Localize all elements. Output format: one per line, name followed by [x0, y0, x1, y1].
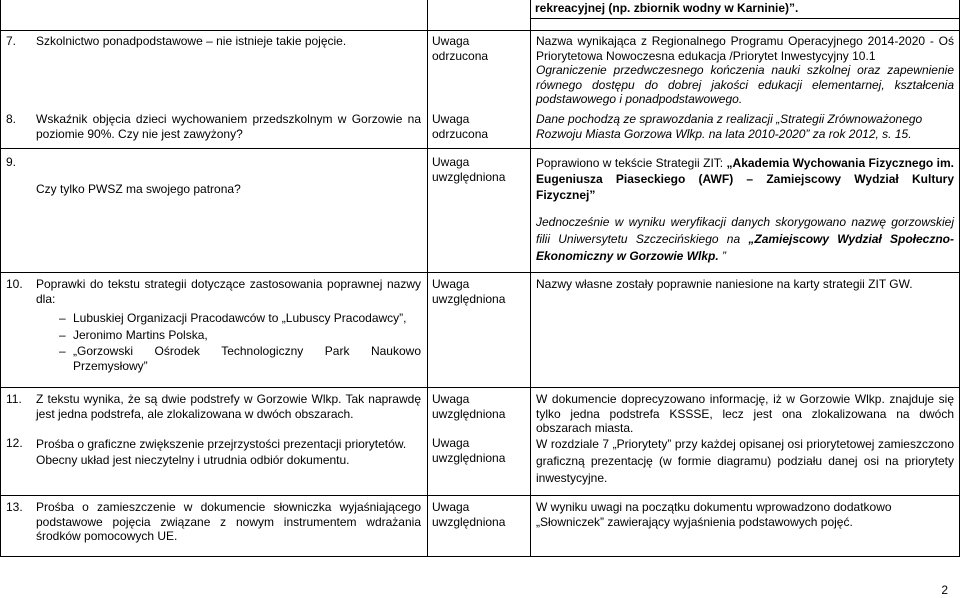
- row-number: 9.: [6, 155, 17, 169]
- row-number: 12.: [6, 436, 23, 450]
- issue-text: Czy tylko PWSZ ma swojego patrona?: [36, 182, 241, 196]
- table-border: [530, 18, 960, 19]
- status-label: Uwaga uwzględniona: [432, 436, 506, 465]
- response-text: W wyniku uwagi na początku dokumentu wprowadzono dodatkowo „Słowniczek” zawierający wyjaśnienia podstawowych pojęć.: [536, 500, 892, 529]
- table-border: [0, 0, 1, 557]
- response-text: Nazwy własne zostały poprawnie naniesione na karty strategii ZIT GW.: [536, 277, 913, 291]
- page-number: 2: [941, 583, 948, 597]
- name-list: [36, 311, 421, 373]
- status-label: Uwaga odrzucona: [432, 112, 489, 141]
- row-number: 8.: [6, 112, 17, 126]
- response-text: Dane pochodzą ze sprawozdania z realizacji „Strategii Zrównoważonego Rozwoju Miasta Gorzowa Wlkp. na lata 2010-2020” za rok 2012, s. 15.: [536, 112, 923, 141]
- table-border: [530, 0, 531, 557]
- list-item: – „Gorzowski Ośrodek Technologiczny Park Naukowo Przemysłowy”: [36, 344, 421, 373]
- table-border: [0, 272, 960, 273]
- response-highlight: „Zamiejscowy Wydział Społeczno-Ekonomiczny w Gorzowie Wlkp.: [536, 232, 954, 263]
- issue-text: Poprawki do tekstu strategii dotyczące zastosowania poprawnej nazwy dla:: [36, 277, 421, 306]
- issue-text: Prośba o graficzne zwiększenie przejrzystości prezentacji priorytetów. Obecny układ jest nieczytelny i utrudnia odbiór dokumentu.: [36, 437, 407, 467]
- response-text: Poprawiono w tekście Strategii ZIT:: [536, 156, 727, 170]
- issue-text: Z tekstu wynika, że są dwie podstrefy w Gorzowie Wlkp. Tak naprawdę jest jedna podstrefa, ale zlokalizowana w dwóch obszarach.: [36, 392, 421, 421]
- table-border: [0, 30, 960, 31]
- row-number: 11.: [6, 392, 22, 406]
- table-border: [0, 556, 960, 557]
- table-border: [0, 387, 960, 388]
- table-border: [0, 495, 960, 496]
- response-paragraph: [536, 214, 954, 265]
- row-number: 7.: [6, 34, 17, 48]
- response-highlight: „Akademia Wychowania Fizycznego im. Eugeniusza Piaseckiego (AWF) – Zamiejscowy Wydział Kultury Fizycznej”: [536, 156, 954, 202]
- status-label: Uwaga uwzględniona: [432, 392, 506, 421]
- row-number: 10.: [6, 277, 23, 291]
- response-text: Ograniczenie przedwczesnego kończenia nauki szkolnej oraz zapewnienie równego dostępu do dobrej jakości edukacji elementarnej, kształcenia podstawowego i ponadpodstawowego.: [536, 63, 954, 106]
- response-text: W dokumencie doprecyzowano informację, iż w Gorzowie Wlkp. znajduje się tylko jedna podstrefa KSSSE, lecz jest ona zlokalizowana na dwóch obszarach miasta.: [536, 392, 954, 435]
- list-item: – Lubuskiej Organizacji Pracodawców to „Lubuscy Pracodawcy”,: [36, 311, 421, 326]
- issue-text: Prośba o zamieszczenie w dokumencie słowniczka wyjaśniającego podstawowe pojęcia związane z nowym instrumentem wdrażania środków pomocowych UE.: [36, 500, 421, 543]
- issue-text: Szkolnictwo ponadpodstawowe – nie istnieje takie pojęcie.: [36, 34, 347, 48]
- status-label: Uwaga uwzględniona: [432, 500, 506, 529]
- table-border: [427, 0, 428, 557]
- status-label: Uwaga odrzucona: [432, 34, 489, 63]
- issue-block: [36, 277, 421, 373]
- carryover-note: rekreacyjnej (np. zbiornik wodny w Karninie)”.: [535, 1, 799, 15]
- response-paragraph: [536, 155, 954, 203]
- response-text: W rozdziale 7 „Priorytety” przy każdej opisanej osi priorytetowej zamieszczono graficzną prezentację (w formie diagramu) podziału danej osi na priorytety inwestycyjne.: [536, 437, 954, 485]
- response-text: ”: [718, 249, 727, 263]
- table-border: [0, 148, 960, 149]
- status-label: Uwaga uwzględniona: [432, 155, 506, 184]
- response-text: Jednocześnie w wyniku weryfikacji danych skorygowano nazwę gorzowskiej filii Uniwersytetu Szczecińskiego na: [536, 215, 954, 246]
- list-item: – Jeronimo Martins Polska,: [36, 328, 421, 343]
- row-number: 13.: [6, 500, 23, 514]
- response-text: Nazwa wynikająca z Regionalnego Programu Operacyjnego 2014-2020 - Oś Priorytetowa Nowoczesna edukacja /Priorytet Inwestycyjny 10.1: [536, 34, 954, 63]
- issue-text: Wskaźnik objęcia dzieci wychowaniem przedszkolnym w Gorzowie na poziomie 90%. Czy nie jest zawyżony?: [36, 112, 421, 141]
- status-label: Uwaga uwzględniona: [432, 277, 506, 306]
